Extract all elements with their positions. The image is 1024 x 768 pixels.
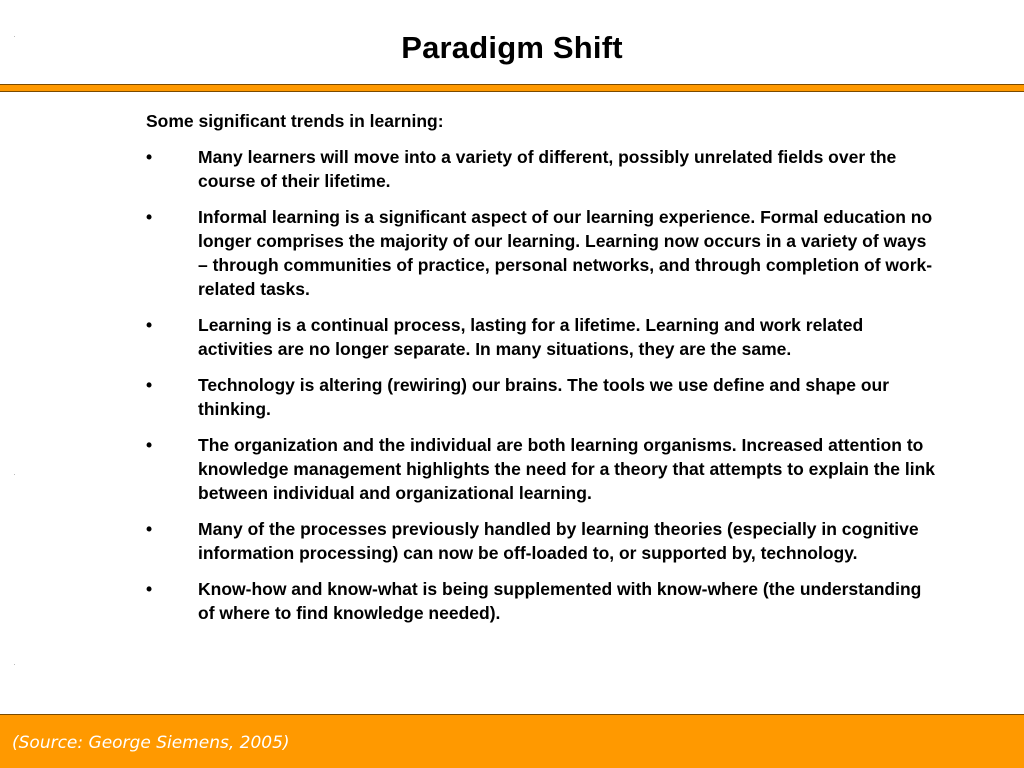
list-item [146,145,936,193]
bullet-marker: • [146,519,153,539]
list-item-text: Technology is altering (rewiring) our brains. The tools we use define and shape our thinking. [198,375,890,419]
list-item-text: Learning is a continual process, lasting for a lifetime. Learning and work related activities are no longer separate. In many situations, they are the same. [198,315,864,359]
slide-content [146,109,936,637]
header-accent-bar [0,84,1024,92]
list-item [146,517,936,565]
list-item-text: Many learners will move into a variety of different, possibly unrelated fields over the course of their lifetime. [198,147,897,191]
intro-text: Some significant trends in learning: [146,111,444,131]
slide-title: Paradigm Shift [401,30,623,65]
bullet-marker: • [146,207,153,227]
list-item-text: The organization and the individual are both learning organisms. Increased attention to knowledge management highlights the need for a theory that attempts to explain the link between individual and organizational learning. [198,435,936,503]
bullet-marker: • [146,579,153,599]
bullet-marker: • [146,147,153,167]
bullet-marker: • [146,435,153,455]
list-item-text: Informal learning is a significant aspect of our learning experience. Formal education no longer comprises the majority of our learning. Learning now occurs in a variety of ways – through communities of practice, personal networks, and through completion of work-related tasks. [198,207,933,299]
list-item [146,373,936,421]
list-item [146,313,936,361]
list-item-text: Many of the processes previously handled by learning theories (especially in cognitive information processing) can now be off-loaded to, or supported by, technology. [198,519,919,563]
list-item-text: Know-how and know-what is being supplemented with know-where (the understanding of where to find knowledge needed). [198,579,922,623]
list-item [146,577,936,625]
list-item [146,433,936,505]
trend-list [146,145,936,625]
decorative-dot [14,664,15,665]
list-item [146,205,936,301]
source-citation: (Source: George Siemens, 2005) [12,733,290,753]
bullet-marker: • [146,375,153,395]
decorative-dot [14,474,15,475]
bullet-marker: • [146,315,153,335]
